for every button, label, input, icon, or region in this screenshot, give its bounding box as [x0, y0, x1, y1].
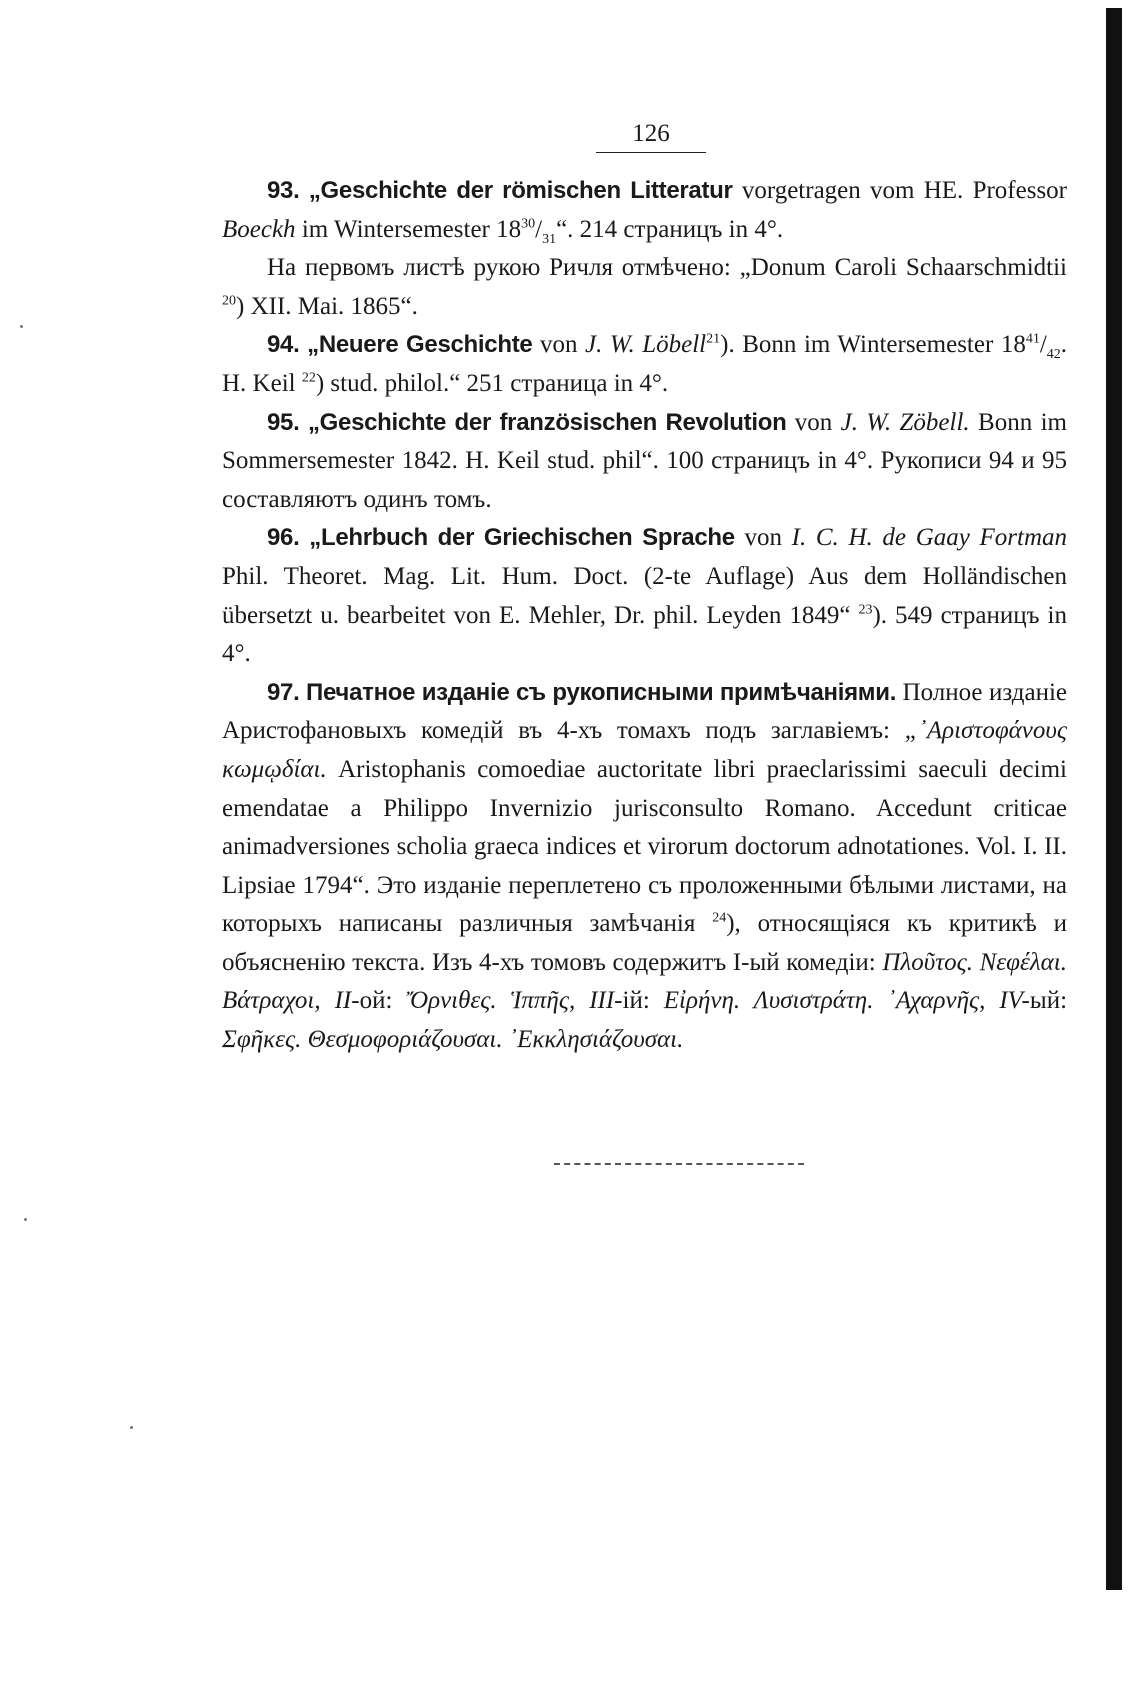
scan-speck: [24, 1218, 27, 1221]
entry-93-note: На первомъ листѣ рукою Ричля отмѣчено: „Donum Caroli Schaarschmidtii $^{20}$) XII. Mai. 1865“.: [222, 254, 1067, 320]
greek-play-names: Σφῆκες. Θεσμοφοριάζουσαι. ᾿Εκκλησιάζουσαι.: [222, 1026, 684, 1054]
entry-96-heading: 96. „Lehrbuch der Griechischen Sprache: [267, 524, 735, 552]
entry-93-heading: 93. „Geschichte der römischen Litteratur: [267, 177, 733, 204]
entry-94-author: J. W. Löbell: [585, 331, 707, 359]
entry-93: 93. „Geschichte der römischen Litteratur vorgetragen vom HE. Professor Boeckh im Wintersemester $18^{30}/_{31}“$. 214 страницъ in 4°.: [222, 177, 1068, 247]
scan-edge-bar: [1106, 8, 1122, 1590]
entry-97-greek-title: „᾿Αριστοφάνους κωμῳδίαι.: [222, 717, 1067, 783]
entry-97: 97. Печатное изданіе съ рукописными примѣчаніями. Полное изданіе Аристофановыхъ комедій въ 4-хъ томахъ подъ заглавіемъ: „᾿Αριστοφάνους κωμῳδίαι. Aristophanis comoediae auctoritate libri praeclarissimi saeculi decimi emendatae a Philippo Invernizio jurisconsulto Romano. Accedunt criticae animadversiones scholia graeca indices et virorum doctorum adnotationes. Vol. I. II. Lipsiae 1794“. Это изданіе переплетено съ проложенными бѣлыми листами, на которыхъ написаны различныя замѣчанія $^{24}$), относящіяся къ критикѣ и объясненію текста. Изъ 4-хъ томовъ содержитъ I-ый комедіи: Πλοῦτος. Νεφέλαι. Βάτραχοι, II-ой: Ὄρνιθες. Ἱππῆς, III-ій: Εἰρήνη. Λυσιστράτη. ᾿Αχαρνῆς, IV-ый: Σφῆκες. Θεσμοφοριάζουσαι. ᾿Εκκλησιάζουσαι.: [222, 678, 1068, 1054]
catalog-entries: [222, 172, 1067, 1060]
entry-95: 95. „Geschichte der französischen Revolution von J. W. Zöbell. Bonn im Sommersemester 1842. H. Keil stud. phil“. 100 страницъ in 4°. Рукописи 94 и 95 составляютъ одинъ томъ.: [222, 408, 1067, 513]
entry-94: 94. „Neuere Geschichte von J. W. Löbell$^{21}$). Bonn im Wintersemester $18^{41}/_{42}$. H. Keil $^{22}$) stud. philol.“ 251 страница in 4°.: [222, 331, 1068, 397]
page-number: 126: [596, 120, 706, 153]
footnote-ref: 21: [706, 332, 721, 348]
greek-play-names: Πλοῦτος. Νεφέλαι. Βάτραχοι, II-: [222, 948, 1067, 1015]
entry-96: 96. „Lehrbuch der Griechischen Sprache von I. C. H. de Gaay Fortman Phil. Theoret. Mag. Lit. Hum. Doct. (2-te Auflage) Aus dem Holländischen übersetzt u. bearbeitet von E. Mehler, Dr. phil. Leyden 1849“ $^{23}$). 549 страницъ in 4°.: [222, 524, 1068, 668]
footnote-ref: 23: [858, 602, 873, 618]
section-divider: [554, 1163, 804, 1165]
greek-play-names: Εἰρήνη. Λυσιστράτη. ᾿Αχαρνῆς, IV-: [663, 987, 1030, 1015]
entry-97-heading: 97. Печатное изданіе съ рукописными примѣчаніями.: [267, 678, 897, 706]
entry-95-author: J. W. Zöbell.: [840, 408, 970, 436]
greek-play-names: Ὄρνιθες. Ἱππῆς, III-: [406, 987, 623, 1015]
entry-93-author: Boeckh: [222, 215, 296, 243]
footnote-ref: 24: [712, 910, 727, 926]
footnote-ref: 20: [222, 293, 236, 309]
entry-94-heading: 94. „Neuere Geschichte: [267, 331, 533, 359]
entry-95-heading: 95. „Geschichte der französischen Revolution: [267, 408, 787, 436]
scan-speck: [130, 1426, 133, 1429]
scan-speck: [20, 325, 23, 328]
entry-96-author: I. C. H. de Gaay Fortman: [791, 524, 1068, 552]
footnote-ref: 22: [301, 370, 316, 386]
